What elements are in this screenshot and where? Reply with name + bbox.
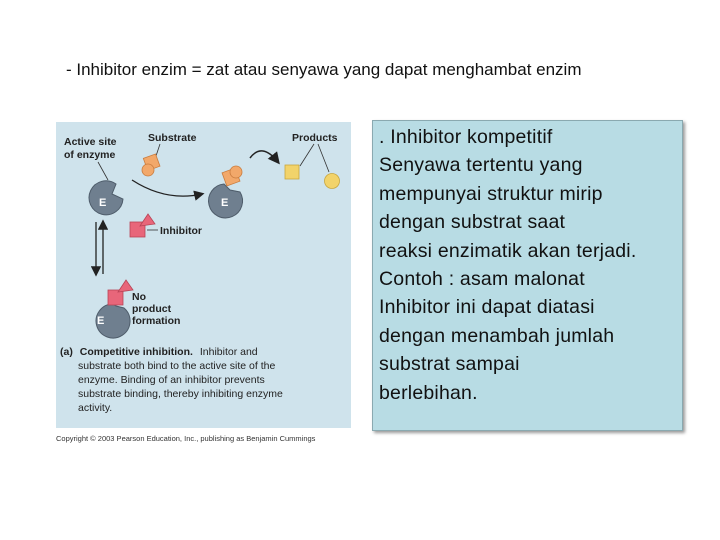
inhibitor-molecule <box>130 214 155 237</box>
enzyme-inhibitor-complex <box>96 280 133 338</box>
caption-text-3: enzyme. Binding of an inhibitor prevents <box>78 374 265 386</box>
substrate-molecule <box>142 154 160 176</box>
substrate-pointer <box>156 144 160 156</box>
enzyme-letter-2: E <box>221 197 229 209</box>
active-site-label-1: Active site <box>64 136 117 148</box>
text-line-4: dengan substrat saat <box>379 211 566 234</box>
product-release-arrow <box>250 151 278 162</box>
caption-text-2: substrate both bind to the active site of the <box>78 360 276 372</box>
no-product-label-1: No <box>132 291 146 303</box>
products-pointer-2 <box>318 144 329 172</box>
text-line-2: Senyawa tertentu yang <box>379 154 583 177</box>
products-pointer-1 <box>300 144 314 166</box>
text-line-3: mempunyai struktur mirip <box>379 182 603 205</box>
text-line-9: substrat sampai <box>379 353 520 376</box>
explanation-textbox <box>372 120 683 431</box>
text-line-6: Contoh : asam malonat <box>379 268 585 291</box>
active-site-label-2: of enzyme <box>64 149 116 161</box>
enzyme-letter-1: E <box>99 197 107 209</box>
binding-arrow <box>132 180 202 196</box>
text-line-7: Inhibitor ini dapat diatasi <box>379 296 595 319</box>
caption-part: (a) <box>60 346 73 358</box>
text-line-10: berlebihan. <box>379 381 478 404</box>
caption-line-1 <box>60 346 258 358</box>
caption-text-5: activity. <box>78 402 113 414</box>
no-product-label-2: product <box>132 303 172 315</box>
enzyme-substrate-complex <box>209 166 243 218</box>
active-site-pointer <box>98 162 108 180</box>
explanation-text <box>373 121 682 407</box>
product-square <box>285 165 299 179</box>
products-label: Products <box>292 132 338 144</box>
enzyme-letter-3: E <box>97 315 105 327</box>
caption-text-4: substrate binding, thereby inhibiting enzyme <box>78 388 283 400</box>
competitive-inhibition-figure <box>56 122 351 428</box>
caption-text-1: Inhibitor and <box>199 346 258 358</box>
no-product-label-3: formation <box>132 315 181 327</box>
product-circle <box>325 174 340 189</box>
text-line-1: . Inhibitor kompetitif <box>379 126 553 148</box>
text-line-5: reaksi enzimatik akan terjadi. <box>379 239 637 262</box>
heading: - Inhibitor enzim = zat atau senyawa yang dapat menghambat enzim <box>66 60 582 79</box>
caption-title: Competitive inhibition. <box>79 346 193 358</box>
copyright-notice: Copyright © 2003 Pearson Education, Inc., publishing as Benjamin Cummings <box>56 434 316 443</box>
enzyme-diagram <box>56 122 351 428</box>
substrate-label: Substrate <box>148 132 197 144</box>
text-line-8: dengan menambah jumlah <box>379 324 615 347</box>
inhibitor-label: Inhibitor <box>160 225 202 237</box>
free-enzyme <box>89 181 123 215</box>
